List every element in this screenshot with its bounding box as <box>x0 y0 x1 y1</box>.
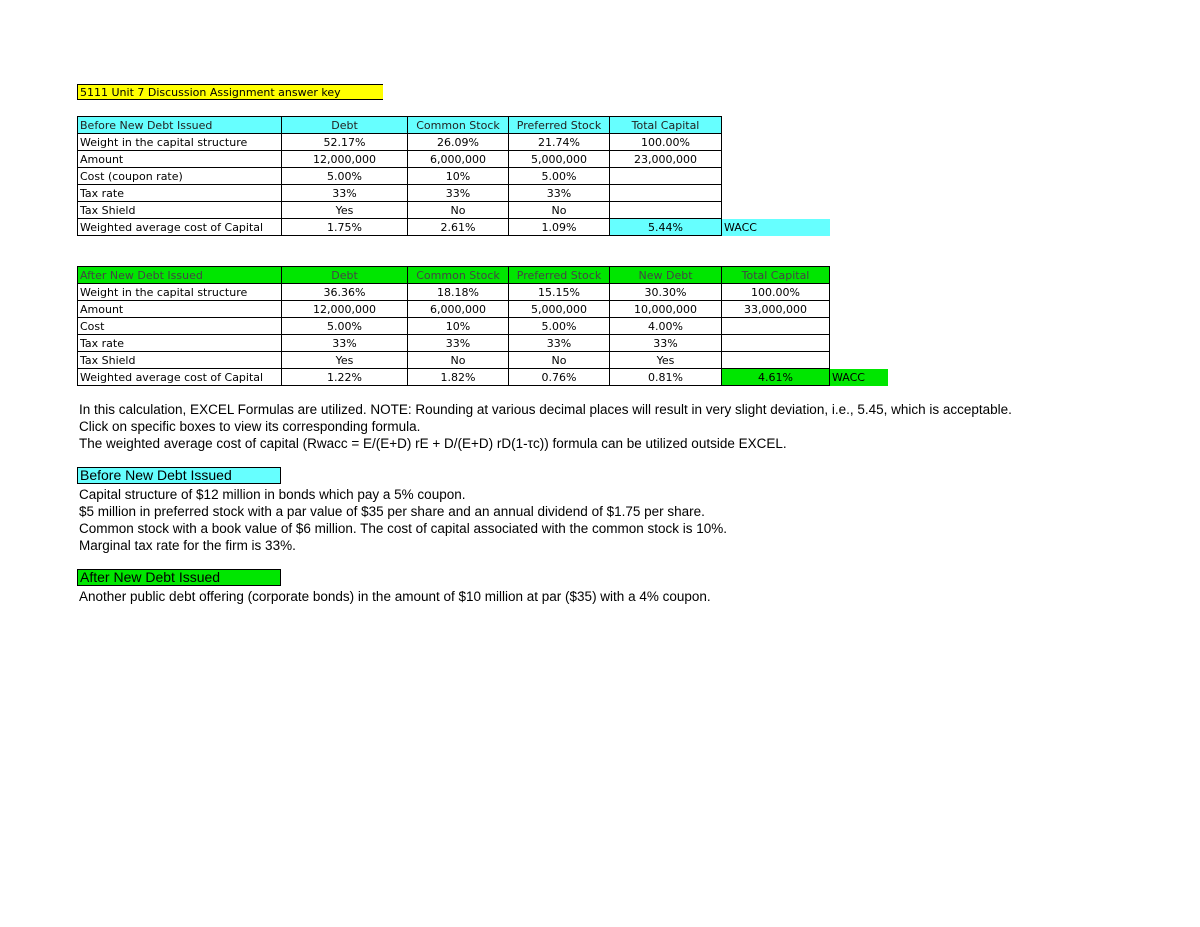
row-label[interactable]: Tax Shield <box>78 202 282 219</box>
table-row <box>78 151 830 168</box>
cell[interactable]: 10,000,000 <box>610 301 722 318</box>
empty-cell <box>722 134 830 151</box>
text-line: Common stock with a book value of $6 million. The cost of capital associated with the common stock is 10%. <box>79 521 728 536</box>
cell[interactable]: 30.30% <box>610 284 722 301</box>
cell[interactable] <box>610 168 722 185</box>
header-cell[interactable]: Total Capital <box>610 117 722 134</box>
table-row <box>78 168 830 185</box>
cell[interactable]: 100.00% <box>610 134 722 151</box>
cell[interactable]: 33% <box>408 185 509 202</box>
cell[interactable]: 6,000,000 <box>408 151 509 168</box>
cell[interactable]: 100.00% <box>722 284 830 301</box>
table-row <box>78 134 830 151</box>
table-header-row <box>78 117 830 134</box>
cell[interactable]: 33% <box>509 185 610 202</box>
row-label[interactable]: Weighted average cost of Capital <box>78 219 282 236</box>
cell[interactable]: 1.82% <box>408 369 509 386</box>
header-cell[interactable]: Total Capital <box>722 267 830 284</box>
empty-cell <box>830 335 888 352</box>
cell[interactable]: 10% <box>408 318 509 335</box>
header-cell[interactable]: Common Stock <box>408 117 509 134</box>
cell[interactable]: 5.00% <box>509 318 610 335</box>
table-header-row <box>78 267 888 284</box>
cell[interactable]: 4.00% <box>610 318 722 335</box>
table-row <box>78 352 888 369</box>
table-row <box>78 335 888 352</box>
header-cell[interactable]: New Debt <box>610 267 722 284</box>
row-label[interactable]: Tax Shield <box>78 352 282 369</box>
empty-cell <box>830 267 888 284</box>
after-section-text <box>79 588 711 605</box>
text-line: Marginal tax rate for the firm is 33%. <box>79 538 296 553</box>
cell[interactable]: 12,000,000 <box>282 151 408 168</box>
cell[interactable]: 1.75% <box>282 219 408 236</box>
header-cell[interactable]: Debt <box>282 117 408 134</box>
empty-cell <box>722 202 830 219</box>
header-cell[interactable]: Preferred Stock <box>509 267 610 284</box>
cell[interactable]: 36.36% <box>282 284 408 301</box>
cell[interactable]: 23,000,000 <box>610 151 722 168</box>
cell[interactable]: 2.61% <box>408 219 509 236</box>
cell[interactable]: No <box>408 352 509 369</box>
header-cell[interactable]: Preferred Stock <box>509 117 610 134</box>
cell[interactable]: 33% <box>610 335 722 352</box>
row-label[interactable]: Amount <box>78 301 282 318</box>
cell[interactable] <box>610 185 722 202</box>
empty-cell <box>830 318 888 335</box>
empty-cell <box>830 284 888 301</box>
cell[interactable]: 33% <box>282 185 408 202</box>
after-debt-table <box>77 266 888 386</box>
notes-block <box>79 401 1012 452</box>
note-line: In this calculation, EXCEL Formulas are utilized. NOTE: Rounding at various decimal places will result in very slight deviation, i.e., 5.45, which is acceptable. <box>79 402 1012 417</box>
table-row <box>78 185 830 202</box>
cell[interactable]: 26.09% <box>408 134 509 151</box>
cell[interactable]: 1.09% <box>509 219 610 236</box>
cell[interactable]: No <box>509 202 610 219</box>
row-label[interactable]: Amount <box>78 151 282 168</box>
wacc-total-cell[interactable]: 5.44% <box>610 219 722 236</box>
cell[interactable]: 5.00% <box>282 318 408 335</box>
empty-cell <box>830 301 888 318</box>
cell[interactable]: 18.18% <box>408 284 509 301</box>
before-section-text <box>79 486 727 554</box>
wacc-total-cell[interactable]: 4.61% <box>722 369 830 386</box>
cell[interactable]: 0.81% <box>610 369 722 386</box>
text-line: Another public debt offering (corporate bonds) in the amount of $10 million at par ($35) with a 4% coupon. <box>79 589 711 604</box>
cell[interactable]: 0.76% <box>509 369 610 386</box>
sheet-title: 5111 Unit 7 Discussion Assignment answer key <box>77 84 383 100</box>
wacc-label: WACC <box>722 219 830 236</box>
empty-cell <box>722 168 830 185</box>
cell[interactable]: 10% <box>408 168 509 185</box>
before-debt-table <box>77 116 830 236</box>
header-cell[interactable]: Before New Debt Issued <box>78 117 282 134</box>
header-cell[interactable]: Debt <box>282 267 408 284</box>
row-label[interactable]: Tax rate <box>78 185 282 202</box>
table-row <box>78 284 888 301</box>
row-label[interactable]: Weight in the capital structure <box>78 134 282 151</box>
cell[interactable]: 5,000,000 <box>509 151 610 168</box>
table-row <box>78 202 830 219</box>
cell[interactable] <box>722 318 830 335</box>
empty-cell <box>722 151 830 168</box>
cell[interactable]: Yes <box>610 352 722 369</box>
cell[interactable]: No <box>509 352 610 369</box>
cell[interactable]: 15.15% <box>509 284 610 301</box>
table-row <box>78 301 888 318</box>
cell[interactable]: 52.17% <box>282 134 408 151</box>
header-cell[interactable]: Common Stock <box>408 267 509 284</box>
cell[interactable]: 33% <box>509 335 610 352</box>
before-section-label: Before New Debt Issued <box>77 467 281 484</box>
header-cell[interactable]: After New Debt Issued <box>78 267 282 284</box>
cell[interactable]: Yes <box>282 352 408 369</box>
cell[interactable]: 33,000,000 <box>722 301 830 318</box>
cell[interactable]: 5.00% <box>509 168 610 185</box>
cell[interactable]: 12,000,000 <box>282 301 408 318</box>
table-row <box>78 369 888 386</box>
cell[interactable] <box>722 352 830 369</box>
row-label[interactable]: Cost <box>78 318 282 335</box>
row-label[interactable]: Tax rate <box>78 335 282 352</box>
text-line: $5 million in preferred stock with a par value of $35 per share and an annual dividend of $1.75 per share. <box>79 504 705 519</box>
empty-cell <box>830 352 888 369</box>
cell[interactable]: No <box>408 202 509 219</box>
cell[interactable]: 33% <box>408 335 509 352</box>
after-section-label: After New Debt Issued <box>77 569 281 586</box>
empty-cell <box>722 185 830 202</box>
row-label[interactable]: Weight in the capital structure <box>78 284 282 301</box>
table-row <box>78 318 888 335</box>
cell[interactable]: 5,000,000 <box>509 301 610 318</box>
cell[interactable]: 6,000,000 <box>408 301 509 318</box>
cell[interactable] <box>610 202 722 219</box>
cell[interactable]: 33% <box>282 335 408 352</box>
table-row <box>78 219 830 236</box>
wacc-label: WACC <box>830 369 888 386</box>
cell[interactable]: 1.22% <box>282 369 408 386</box>
note-line: The weighted average cost of capital (Rwacc = E/(E+D) rE + D/(E+D) rD(1-τc)) formula can be utilized outside EXCEL. <box>79 436 787 451</box>
cell[interactable]: 5.00% <box>282 168 408 185</box>
row-label[interactable]: Cost (coupon rate) <box>78 168 282 185</box>
cell[interactable] <box>722 335 830 352</box>
note-line: Click on specific boxes to view its corresponding formula. <box>79 419 421 434</box>
row-label[interactable]: Weighted average cost of Capital <box>78 369 282 386</box>
cell[interactable]: 21.74% <box>509 134 610 151</box>
cell[interactable]: Yes <box>282 202 408 219</box>
text-line: Capital structure of $12 million in bonds which pay a 5% coupon. <box>79 487 466 502</box>
empty-cell <box>722 117 830 134</box>
